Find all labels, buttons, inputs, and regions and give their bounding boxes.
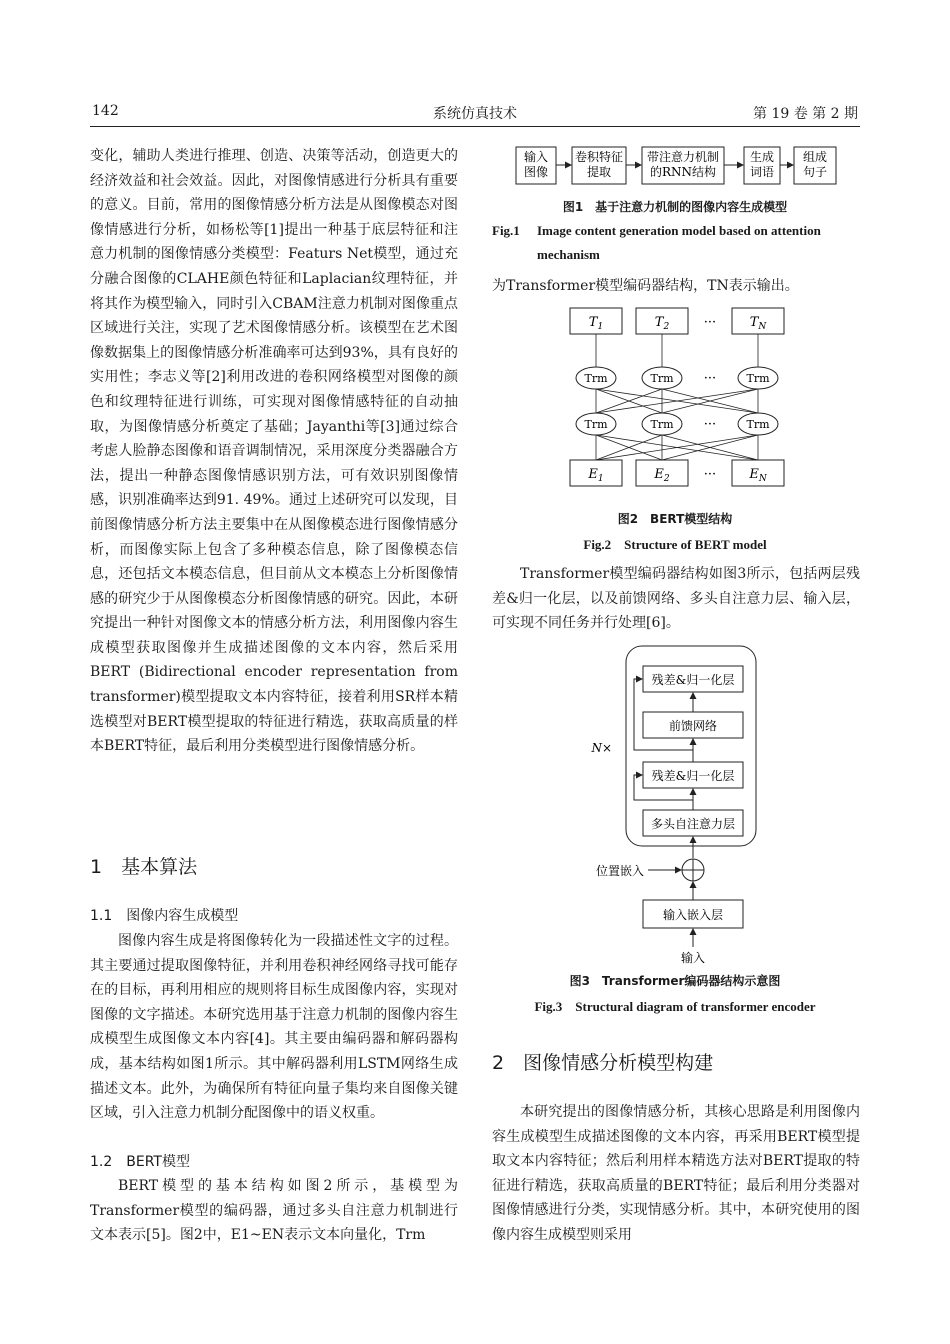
section-2-title: 2 图像情感分析模型构建 (492, 1052, 714, 1074)
right-paragraph-2-text: Transformer模型编码器结构如图3所示，包括两层残差&归一化层，以及前馈网络、多头自注意力层、输入层，可实现不同任务并行处理[6]。 (492, 566, 860, 632)
figure-3-caption-en: Fig.3 Structural diagram of transformer encoder (534, 999, 816, 1014)
fig2-bottom-label-3: $E_N$ (749, 467, 767, 484)
issue-label: 第 19 卷 第 2 期 (753, 106, 858, 122)
right-after-fig1-text: 为Transformer模型编码器结构，TN表示输出。 (492, 278, 799, 294)
fig2-trm-label-0-0: Trm (584, 372, 608, 385)
fig2-trm-label-1-1: Trm (650, 418, 674, 431)
figure-1-caption-en-line2: mechanism (537, 247, 600, 262)
section-1-1-title: 1.1 图像内容生成模型 (90, 908, 239, 924)
fig3-layer-label-0: 残差&归一化层 (651, 673, 735, 687)
figure-1-caption-en-line1: Image content generation model based on attention (537, 223, 821, 238)
fig3-layer-label-3: 多头自注意力层 (650, 817, 736, 831)
fig1-box-label-1-1: 提取 (586, 165, 612, 179)
fig2-trm-dots-1: ··· (703, 417, 717, 432)
left-intro-paragraph (90, 144, 458, 759)
fig1-box-label-0-1: 图像 (523, 165, 549, 179)
section-2-text: 本研究提出的图像情感分析，其核心思路是利用图像内容生成模型生成描述图像的文本内容，再采用BERT模型提取文本内容特征；然后利用样本精选方法对BERT提取的特征进行精选，获取高质量的BERT特征；最后利用分类器对图像情感进行分类，实现情感分析。其中，本研究使用的图像内容生成模型则采用 (492, 1104, 860, 1243)
fig2-bottom-label-1: $E_2$ (654, 467, 670, 484)
figure-1-caption-cn: 图1 基于注意力机制的图像内容生成模型 (562, 200, 788, 214)
section-1-2-body (90, 1174, 458, 1248)
fig2-trm-dots-0: ··· (703, 371, 717, 386)
fig2-top-label-3: $T_N$ (749, 315, 767, 332)
fig3-pos-embed-label: 位置嵌入 (596, 864, 645, 878)
figure-2-caption-en: Fig.2 Structure of BERT model (583, 537, 767, 552)
right-paragraph-2 (492, 562, 860, 636)
page-number: 142 (92, 103, 119, 119)
figure-2-caption-cn: 图2 BERT模型结构 (617, 512, 733, 526)
fig3-input-embed-label: 输入嵌入层 (662, 908, 724, 922)
figure-2-diagram (560, 300, 800, 495)
fig3-nx-label: N× (591, 741, 612, 755)
header-rule (90, 126, 860, 127)
fig1-box-label-1-0: 卷积特征 (574, 150, 624, 164)
section-1-title: 1 基本算法 (90, 856, 198, 878)
section-1-1-text: 图像内容生成是将图像转化为一段描述性文字的过程。其主要通过提取图像特征，并利用卷积神经网络寻找可能存在的目标，再利用相应的规则将目标生成图像内容，实现对图像的文字描述。本研究选用基于注意力机制的图像内容生成模型生成图像文本内容[4]。其主要由编码器和解码器构成，基本结构如图1所示。其中解码器利用LSTM网络生成描述文本。此外，为确保所有特征向量子集均来自图像关键区域，引入注意力机制分配图像中的语义权重。 (90, 933, 458, 1122)
intro-text: 变化，辅助人类进行推理、创造、决策等活动，创造更大的经济效益和社会效益。因此，对图像情感进行分析具有重要的意义。目前，常用的图像情感分析方法是从图像模态对图像情感进行分析，如杨松等[1]提出一种基于底层特征和注意力机制的图像情感分类模型：Featurs Net模型，通过充分融合图像的CLAHE颜色特征和Laplacian纹理特征，并将其作为模型输入，同时引入CBAM注意力机制对图像重点区域进行关注，实现了艺术图像情感分析。该模型在艺术图像数据集上的图像情感分析准确率可达到93%，具有良好的实用性；李志义等[2]利用改进的卷积网络模型对图像的颜色和纹理特征进行训练，可实现对图像情感特征的自动抽取，为图像情感分析奠定了基础；Jayanthi等[3]通过综合考虑人脸静态图像和语音调制情况，采用深度分类器融合方法，提出一种静态图像情感识别方法，可有效识别图像情感，识别准确率达到91. 49%。通过上述研究可以发现，目前图像情感分析方法主要集中在从图像模态进行图像情感分析，而图像实际上包含了多种模态信息，除了图像模态信息，还包括文本模态信息，但目前从文本模态上分析图像情感的研究少于从图像模态分析图像情感的研究。因此，本研究提出一种针对图像文本的情感分析方法，利用图像内容生成模型获取图像并生成描述图像的文本内容，然后采用BERT (Bidirectional encoder representation from transformer)模型提取文本内容特征，接着利用SR样本精选模型对BERT模型提取的特征进行精选，获取高质量的样本BERT特征，最后利用分类模型进行图像情感分析。 (90, 148, 458, 755)
section-1-1-body (90, 929, 458, 1126)
section-2-body (492, 1100, 860, 1248)
figure-3-caption-cn: 图3 Transformer编码器结构示意图 (569, 974, 781, 988)
fig2-trm-label-0-3: Trm (746, 372, 770, 385)
fig1-box-label-2-1: 的RNN结构 (649, 165, 717, 179)
fig2-top-label-1: $T_2$ (654, 315, 670, 332)
fig2-trm-label-1-3: Trm (746, 418, 770, 431)
section-1-2-text: BERT模型的基本结构如图2所示，基模型为Transformer模型的编码器，通过多头自注意力机制进行文本表示[5]。图2中，E1~EN表示文本向量化，Trm (90, 1178, 458, 1244)
fig3-layer-label-1: 前馈网络 (668, 719, 718, 733)
fig2-top-dots: ··· (703, 315, 717, 330)
figure-3-diagram (580, 640, 780, 970)
fig2-top-label-0: $T_1$ (588, 315, 604, 332)
fig2-trm-label-0-1: Trm (650, 372, 674, 385)
right-after-fig1 (492, 274, 860, 299)
fig2-bottom-label-0: $E_1$ (588, 467, 604, 484)
fig1-box-label-4-0: 组成 (802, 150, 828, 164)
fig1-box-label-2-0: 带注意力机制 (646, 150, 720, 164)
fig3-layer-label-2: 残差&归一化层 (651, 769, 735, 783)
section-1-2-title: 1.2 BERT模型 (90, 1154, 190, 1170)
journal-title: 系统仿真技术 (433, 106, 517, 122)
figure-1-diagram (512, 144, 842, 188)
fig1-box-label-4-1: 句子 (802, 165, 828, 179)
fig1-box-label-3-1: 词语 (749, 165, 775, 179)
fig1-box-label-3-0: 生成 (749, 150, 775, 164)
fig1-box-label-0-0: 输入 (523, 150, 549, 164)
fig2-trm-label-1-0: Trm (584, 418, 608, 431)
figure-1-caption-en-label: Fig.1 (492, 223, 520, 238)
fig3-input-label: 输入 (680, 951, 706, 965)
fig2-bottom-dots: ··· (703, 467, 717, 482)
